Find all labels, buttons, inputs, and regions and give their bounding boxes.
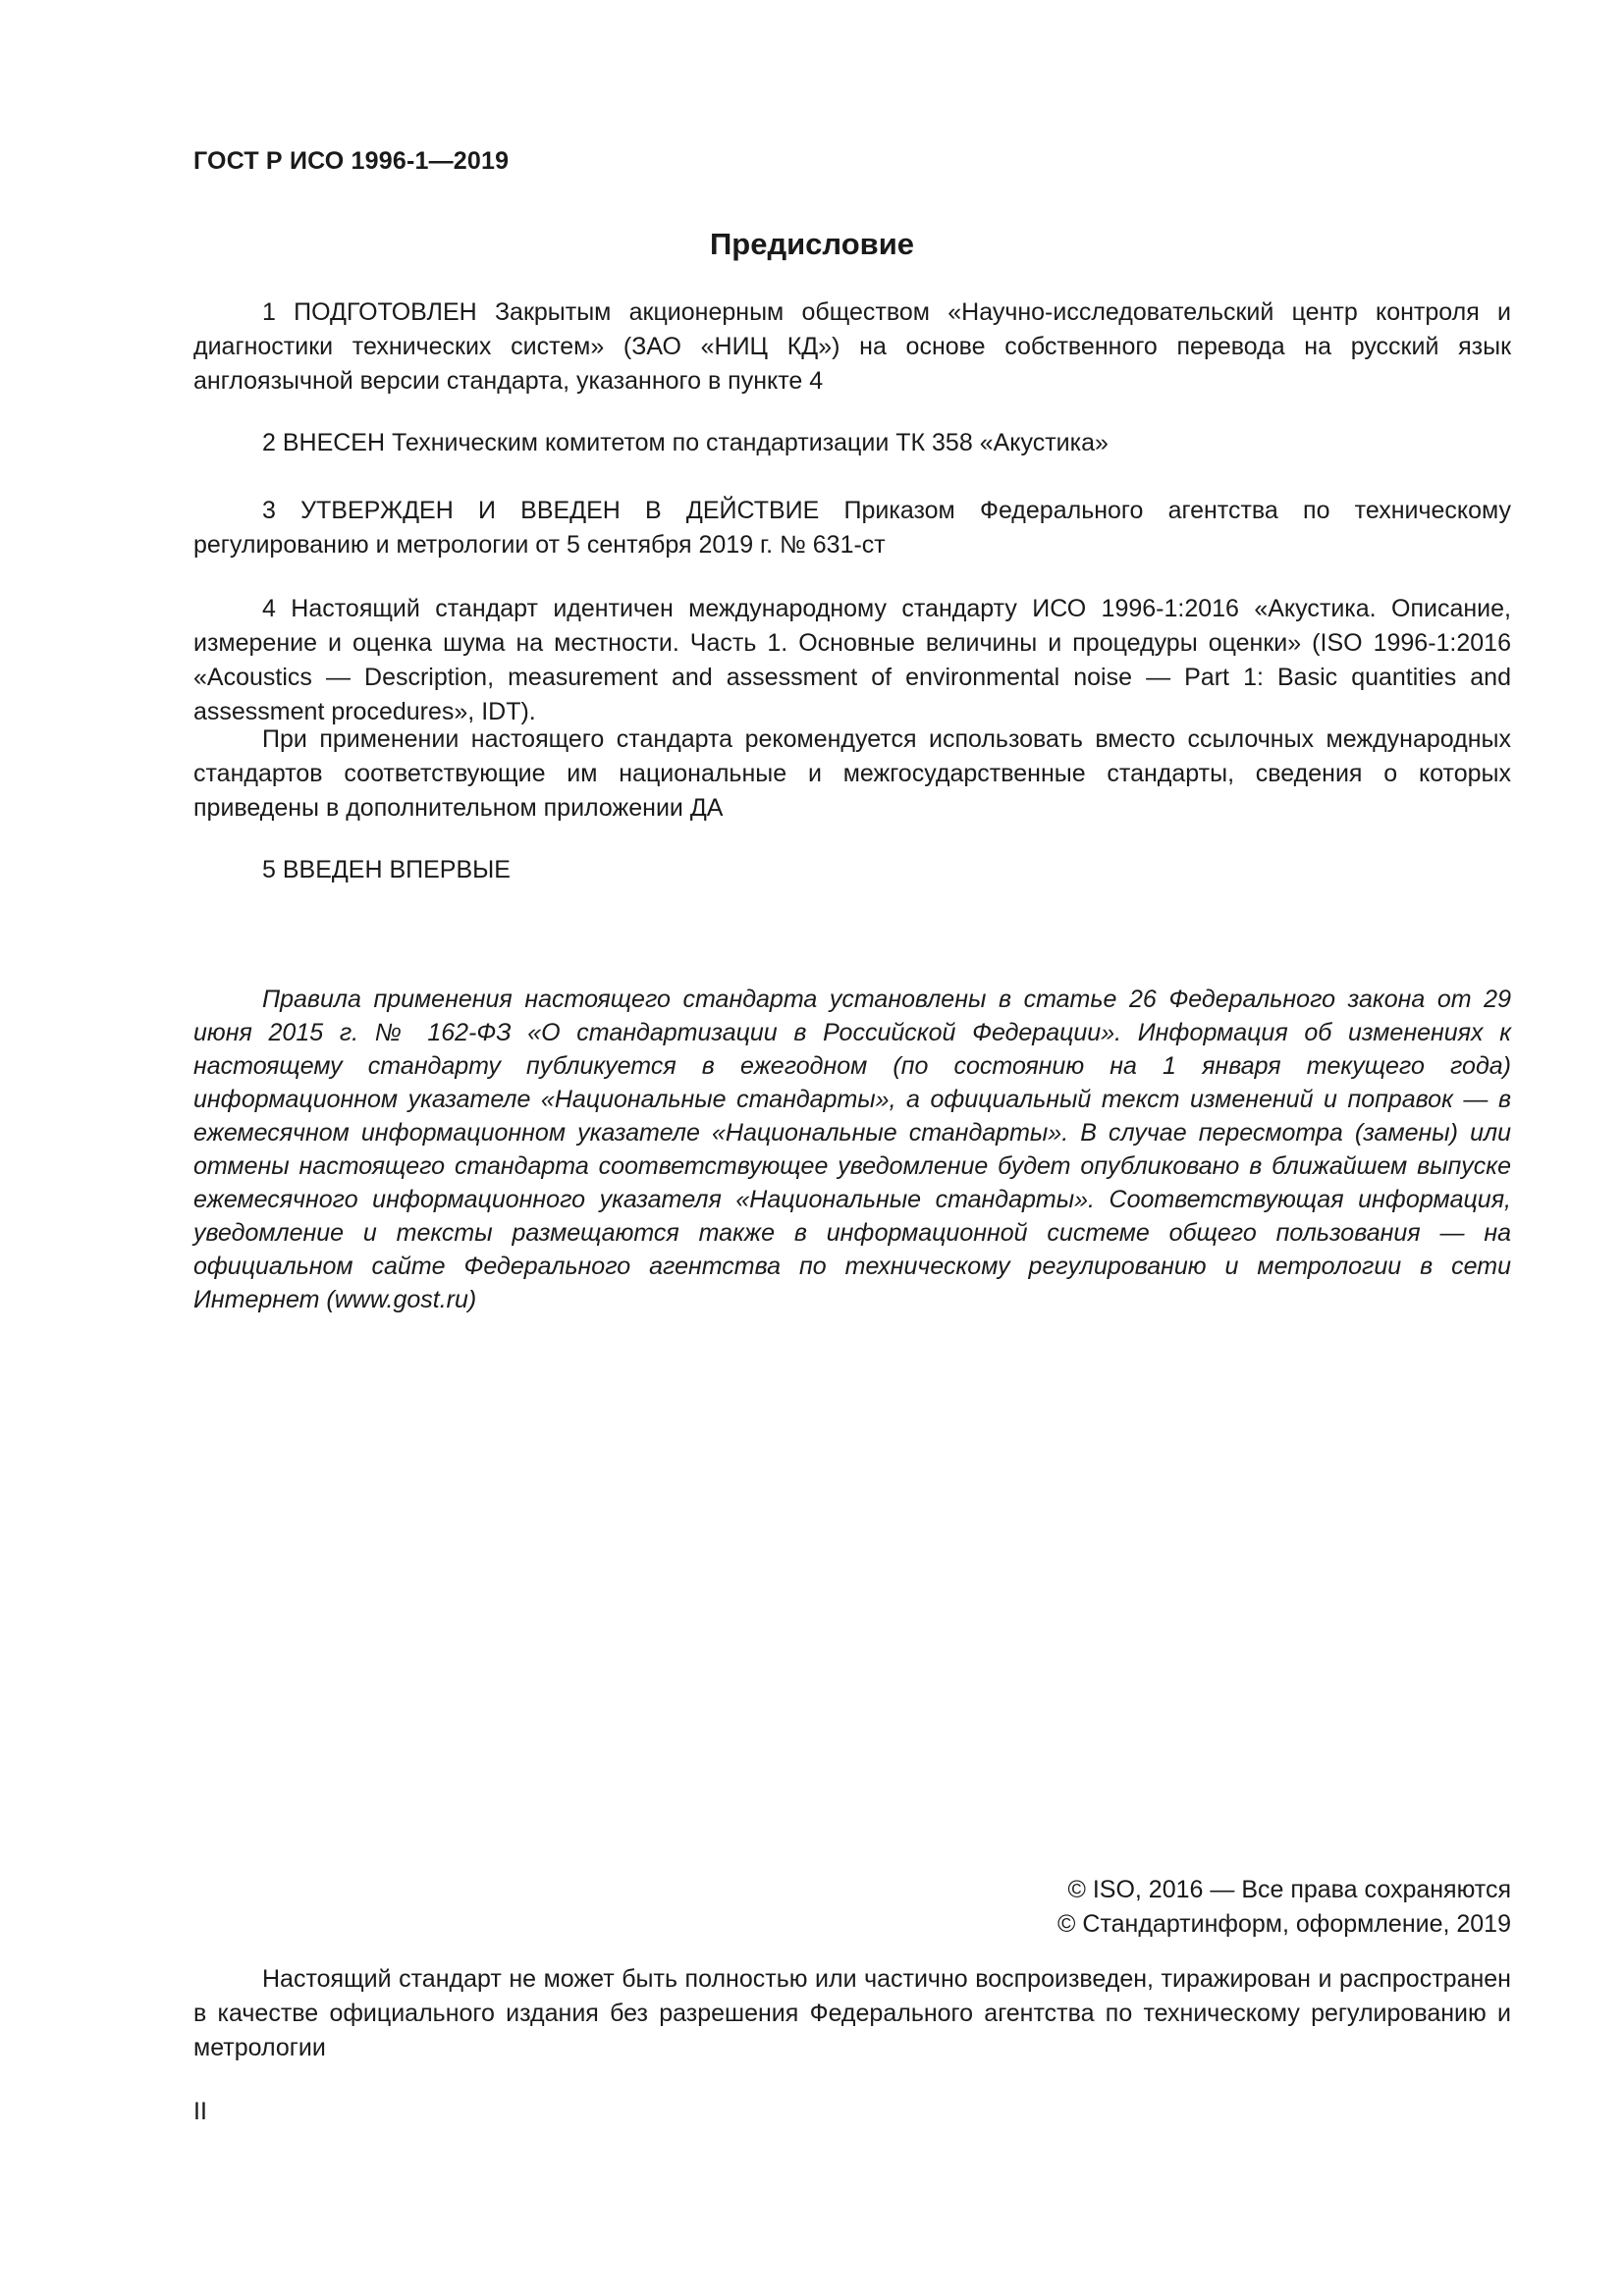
foreword-item-1 — [193, 295, 1511, 399]
foreword-item-text: При применении настоящего стандарта рекомендуется использовать вместо ссылочных международных стандартов соответствующие им национальные и межгосударственные стандарты, сведения о которых приведены в дополнительном приложении ДА — [193, 725, 1511, 822]
foreword-item-text: 1 ПОДГОТОВЛЕН Закрытым акционерным обществом «Научно-исследовательский центр контроля и диагностики технических систем» (ЗАО «НИЦ КД») на основе собственного перевода на русский язык англоязычной версии стандарта, указанного в пункте 4 — [193, 298, 1511, 395]
foreword-item-2 — [193, 426, 1511, 460]
page-number: II — [193, 2098, 207, 2125]
standard-code: ГОСТ Р ИСО 1996-1—2019 — [193, 147, 510, 175]
foreword-item-3 — [193, 494, 1511, 562]
foreword-item-5 — [193, 853, 1511, 887]
foreword-item-4 — [193, 592, 1511, 729]
copyright-block — [1057, 1873, 1511, 1942]
rights-notice-text: Настоящий стандарт не может быть полностью или частично воспроизведен, тиражирован и распространен в качестве официального издания без разрешения Федерального агентства по техническому регулированию и метрологии — [193, 1965, 1511, 2061]
foreword-item-4-note — [193, 722, 1511, 826]
rights-notice — [193, 1962, 1511, 2065]
foreword-item-text: 3 УТВЕРЖДЕН И ВВЕДЕН В ДЕЙСТВИЕ Приказом Федерального агентства по техническому регулированию и метрологии от 5 сентября 2019 г. № 631-ст — [193, 497, 1511, 559]
foreword-item-text: 5 ВВЕДЕН ВПЕРВЫЕ — [262, 856, 511, 883]
rules-note-text: Правила применения настоящего стандарта установлены в статье 26 Федерального закона от 29 июня 2015 г. № 162-ФЗ «О стандартизации в Российской Федерации». Информация об изменениях к настоящему стандарту публикуется в ежегодном (по состоянию на 1 января текущего года) информационном указателе «Национальные стандарты», а официальный текст изменений и поправок — в ежемесячном информационном указателе «Национальные стандарты». В случае пересмотра (замены) или отмены настоящего стандарта соответствующее уведомление будет опубликовано в ближайшем выпуске ежемесячного информационного указателя «Национальные стандарты». Соответствующая информация, уведомление и тексты размещаются также в информационной системе общего пользования — на официальном сайте Федерального агентства по техническому регулированию и метрологии в сети Интернет (www.gost.ru) — [193, 986, 1511, 1313]
foreword-item-text: 4 Настоящий стандарт идентичен международному стандарту ИСО 1996-1:2016 «Акустика. Описание, измерение и оценка шума на местности. Часть 1. Основные величины и процедуры оценки» (ISO 1996-1:2016 «Acoustics — Description, measurement and assessment of environmental noise — Part 1: Basic quantities and assessment procedures», IDT). — [193, 595, 1511, 725]
rules-note — [193, 983, 1511, 1316]
foreword-item-text: 2 ВНЕСЕН Техническим комитетом по стандартизации ТК 358 «Акустика» — [262, 429, 1109, 456]
copyright-standartinform: © Стандартинформ, оформление, 2019 — [1057, 1910, 1511, 1938]
copyright-iso: © ISO, 2016 — Все права сохраняются — [1067, 1876, 1511, 1903]
foreword-title: Предисловие — [709, 227, 914, 261]
